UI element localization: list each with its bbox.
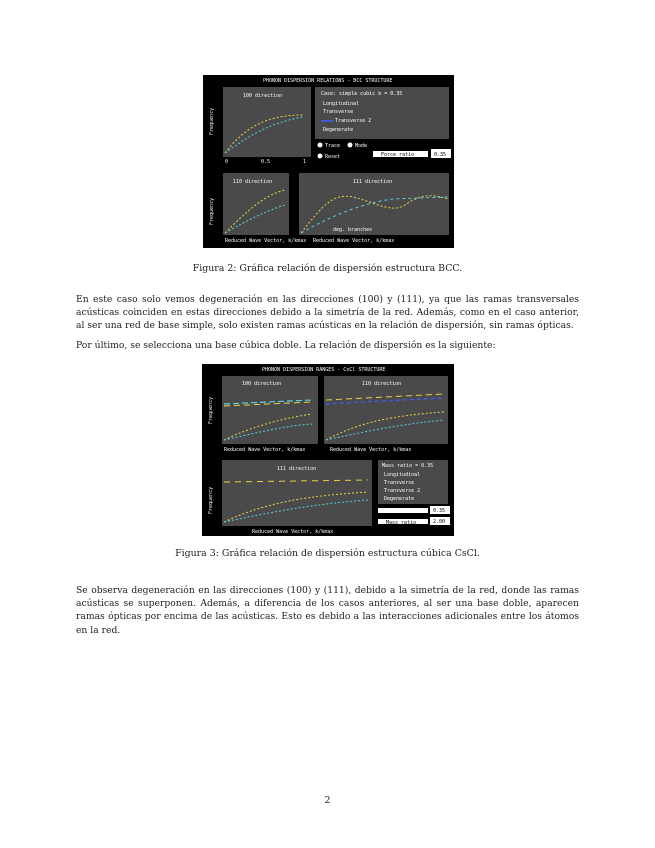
paragraph-base-doble: Por último, se selecciona una base cúbica doble. La relación de dispersión es la siguiente: — [76, 340, 496, 351]
panel-100-xlabel: Reduced Wave Vector, k/kmax — [224, 447, 306, 453]
radio-reset-label: Reset — [325, 154, 341, 160]
figure-3-header: PHONON DISPERSION RANGES - CsCl STRUCTURE — [262, 367, 386, 373]
tick-05: 0.5 — [261, 159, 271, 165]
legend-item: Longitudinal — [384, 472, 421, 478]
panel-111-xlabel: Reduced Wave Vector, k/kmax — [313, 238, 395, 244]
legend-item: Transverse 2 — [384, 488, 421, 494]
panel-100-title: 100 direction — [243, 93, 283, 99]
panel-110-xlabel: Reduced Wave Vector, k/kmax — [330, 447, 412, 453]
legend-item: Longitudinal — [323, 101, 360, 107]
tick-0: 0 — [225, 159, 229, 165]
force-value: 0.35 — [433, 508, 446, 514]
force-value: 0.35 — [434, 152, 447, 158]
panel-100-title: 100 direction — [242, 381, 282, 387]
paragraph-cscl-conclusion: Se observa degeneración en las direcciones (100) y (111), debido a la simetría de la red, donde las ramas acústicas se superponen. Además, a diferencia de los casos anteriores, al ser una base doble, aparecen ramas ópticas por encima de las acústicas. Esto es debido a las interacciones adicionales entre los átomos en la red. — [76, 585, 579, 636]
panel-111-title: 111 direction — [353, 179, 393, 185]
figure-3 — [202, 364, 454, 536]
panel-100-ylabel: Frequency — [208, 396, 214, 424]
panel-110-ylabel: Frequency — [209, 197, 215, 225]
radio-mode-label: Mode — [355, 143, 368, 149]
figure-2-header: PHONON DISPERSION RELATIONS - BCC STRUCTURE — [263, 78, 393, 84]
radio-mode[interactable] — [348, 143, 353, 148]
mass-value: 2.00 — [433, 519, 446, 525]
legend-item: Transverse 2 — [335, 118, 372, 124]
page-number: 2 — [324, 795, 331, 806]
figure-3-caption: Figura 3: Gráfica relación de dispersión estructura cúbica CsCl. — [175, 548, 480, 559]
figure-2-graphic — [203, 75, 454, 248]
legend-title: Mass ratio = 0.35 — [382, 463, 434, 469]
paragraph-degeneracy-bcc: En este caso solo vemos degeneración en las direcciones (100) y (111), ya que las ramas transversales acústicas coinciden en estas direcciones debido a la simetría de la red. Además, como en el caso anterior, al ser una red de base simple, solo existen ramas acústicas en la relación de dispersión, sin ramas ópticas. — [76, 294, 579, 332]
panel-111-title: 111 direction — [277, 466, 317, 472]
panel-110-xlabel: Reduced Wave Vector, k/kmax — [225, 238, 307, 244]
panel-111-xlabel: Reduced Wave Vector, k/kmax — [252, 529, 334, 535]
panel-100-ylabel: Frequency — [209, 107, 215, 135]
radio-reset[interactable] — [318, 154, 323, 159]
panel-110-title: 110 direction — [233, 179, 273, 185]
legend-title: Case: simple cubic b = 0.35 — [321, 91, 403, 97]
panel-111-note: deg. branches — [333, 227, 373, 233]
panel-111-ylabel: Frequency — [208, 486, 214, 514]
legend-item: Degenerate — [384, 496, 415, 502]
legend-item: Degenerate — [323, 127, 354, 133]
tick-1: 1 — [303, 159, 307, 165]
legend-item: Transverse — [323, 109, 354, 115]
radio-trace-label: Trace — [325, 143, 341, 149]
force-slider-label: Force ratio — [381, 152, 415, 158]
radio-trace[interactable] — [318, 143, 323, 148]
mass-slider-label: Mass ratio — [386, 520, 417, 526]
figure-3-graphic — [202, 364, 454, 536]
figure-2-caption: Figura 2: Gráfica relación de dispersión estructura BCC. — [192, 263, 463, 274]
panel-110-title: 110 direction — [362, 381, 402, 387]
force-slider[interactable] — [378, 508, 428, 513]
legend-item: Transverse — [384, 480, 415, 486]
figure-2 — [203, 75, 454, 248]
